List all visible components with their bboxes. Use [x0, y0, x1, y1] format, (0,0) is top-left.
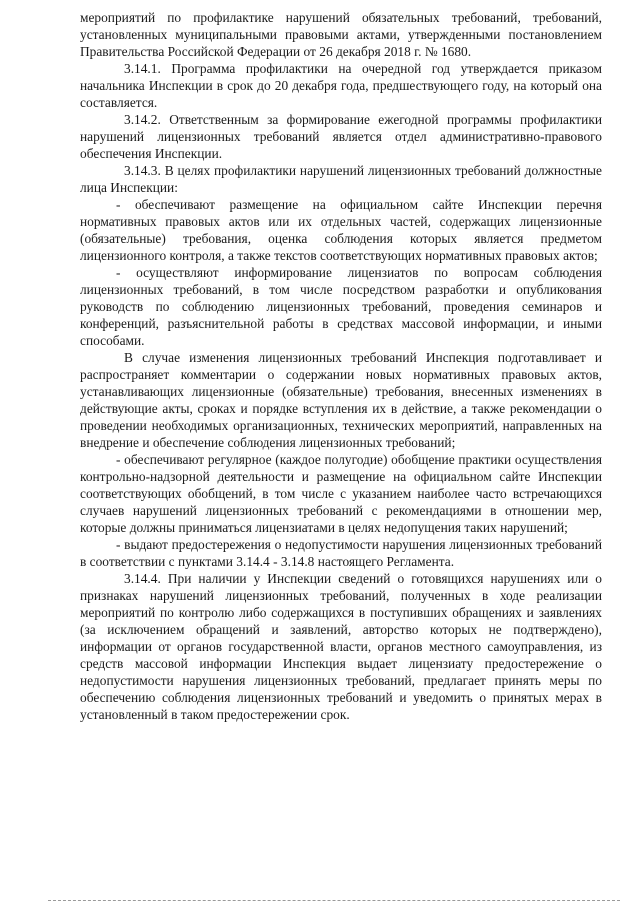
- paragraph-continuation: мероприятий по профилактике нарушений обязательных требований, требований, установленных муниципальными правовыми актами, утвержденными постановлением Правительства Российской Федерации от 26 декабря 2018 г. № 1680.: [80, 10, 602, 59]
- list-item-publish-acts: - обеспечивают размещение на официальном сайте Инспекции перечня нормативных правовых актов или их отдельных частей, содержащих лицензионные (обязательные) требования, оценка соблюдения которых является предметом лицензионного контроля, а также текстов соответствующих нормативных правовых актов;: [80, 197, 602, 263]
- paragraph-3-14-4: 3.14.4. При наличии у Инспекции сведений о готовящихся нарушениях или о признаках нарушений лицензионных требований, полученных в ходе реализации мероприятий по контролю либо содержащихся в поступивших обращениях и заявлениях (за исключением обращений и заявлений, авторство которых не подтверждено), информации от органов государственной власти, органов местного самоуправления, из средств массовой информации Инспекция выдает лицензиату предостережение о недопустимости нарушения лицензионных требований, предлагает принять меры по обеспечению соблюдения лицензионных требований и уведомить о принятых мерах в установленный в таком предостережении срок.: [80, 571, 602, 722]
- page-bottom-divider: [48, 900, 620, 901]
- paragraph-3-14-3: 3.14.3. В целях профилактики нарушений лицензионных требований должностные лица Инспекции:: [80, 163, 602, 195]
- list-item-warnings: - выдают предостережения о недопустимости нарушения лицензионных требований в соответствии с пунктами 3.14.4 - 3.14.8 настоящего Регламента.: [80, 537, 602, 569]
- paragraph-3-14-1: 3.14.1. Программа профилактики на очередной год утверждается приказом начальника Инспекции в срок до 20 декабря года, предшествующего году, на который она составляется.: [80, 61, 602, 110]
- paragraph-requirements-change: В случае изменения лицензионных требований Инспекция подготавливает и распространяет комментарии о содержании новых нормативных правовых актов, устанавливающих лицензионные (обязательные) требования, внесенных изменениях в действующие акты, сроках и порядке вступления их в действие, а также рекомендации о проведении необходимых организационных, технических мероприятий, направленных на внедрение и обеспечение соблюдения лицензионных требований;: [80, 350, 602, 450]
- list-item-practice-summary: - обеспечивают регулярное (каждое полугодие) обобщение практики осуществления контрольно-надзорной деятельности и размещение на официальном сайте Инспекции соответствующих обобщений, в том числе с указанием наиболее часто встречающихся случаев нарушений лицензионных требований с рекомендациями в отношении мер, которые должны приниматься лицензиатами в целях недопущения таких нарушений;: [80, 452, 602, 535]
- list-item-inform-licensees: - осуществляют информирование лицензиатов по вопросам соблюдения лицензионных требований, в том числе посредством разработки и опубликования руководств по соблюдению лицензионных требований, проведения семинаров и конференций, разъяснительной работы в средствах массовой информации, и иными способами.: [80, 265, 602, 348]
- paragraph-3-14-2: 3.14.2. Ответственным за формирование ежегодной программы профилактики нарушений лицензионных требований является отдел административно-правового обеспечения Инспекции.: [80, 112, 602, 161]
